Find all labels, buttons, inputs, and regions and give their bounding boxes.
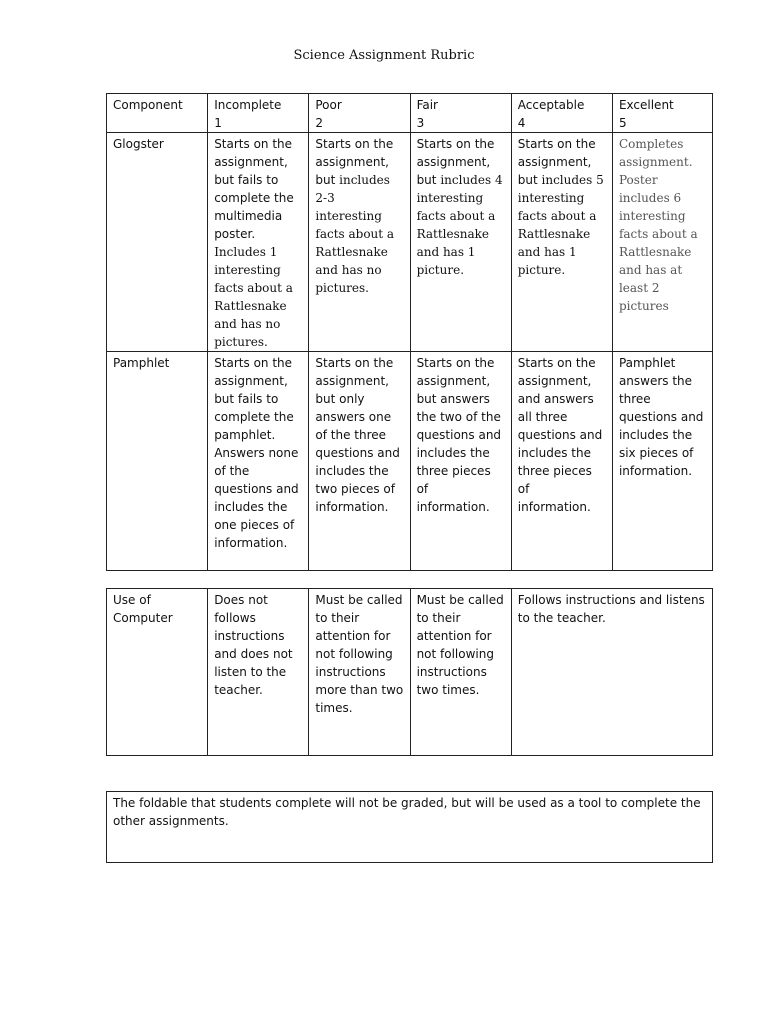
cell-incomplete: Starts on the assignment, but fails to complete the pamphlet. Answers none of the questions and includes the one pieces of information.	[208, 352, 309, 571]
level-name: Incomplete	[214, 98, 282, 112]
cell-poor: Starts on the assignment, but only answers one of the three questions and includes the two pieces of information.	[309, 352, 410, 571]
document-title: Science Assignment Rubric	[293, 48, 475, 63]
cell-lead: Starts on the assignment, but fails to complete the multimedia poster.	[214, 137, 294, 241]
row-label: Pamphlet	[107, 352, 208, 571]
cell-excellent	[612, 133, 712, 352]
row-label: Glogster	[107, 133, 208, 352]
header-row	[107, 94, 713, 133]
cell-acceptable	[511, 133, 612, 352]
header-poor	[309, 94, 410, 133]
cell-fair: Must be called to their attention for not following instructions two times.	[410, 589, 511, 756]
level-name: Acceptable	[517, 98, 585, 112]
foldable-note: The foldable that students complete will not be graded, but will be used as a tool to complete the other assignments.	[106, 791, 713, 863]
header-component: Component	[107, 94, 208, 133]
cell-poor	[309, 133, 410, 352]
level-name: Fair	[416, 98, 438, 112]
header-acceptable	[511, 94, 612, 133]
computer-use-table	[106, 588, 713, 756]
level-name: Excellent	[618, 98, 674, 112]
table-row-computer	[107, 589, 713, 756]
cell-excellent: Pamphlet answers the three questions and includes the six pieces of information.	[612, 352, 712, 571]
cell-lead: Starts on the assignment, but	[315, 137, 394, 187]
cell-acceptable-excellent: Follows instructions and listens to the teacher.	[511, 589, 712, 756]
cell-acceptable: Starts on the assignment, and answers all three questions and includes the three pieces of information.	[511, 352, 612, 571]
header-incomplete	[208, 94, 309, 133]
header-fair	[410, 94, 511, 133]
level-score: 2	[315, 116, 324, 130]
row-label: Use of Computer	[107, 589, 208, 756]
cell-poor: Must be called to their attention for not following instructions more than two times.	[309, 589, 410, 756]
level-score: 1	[214, 116, 222, 130]
header-excellent	[612, 94, 712, 133]
cell-text: Completes assignment. Poster includes 6 interesting facts about a Rattlesnake and has at least 2 pictures	[618, 137, 698, 313]
cell-incomplete: Does not follows instructions and does not listen to the teacher.	[208, 589, 309, 756]
cell-fair	[410, 133, 511, 352]
table-row-pamphlet	[107, 352, 713, 571]
cell-rest: includes 4 interesting facts about a Rattlesnake and has 1 picture.	[416, 173, 503, 277]
table-row-glogster	[107, 133, 713, 352]
cell-rest: includes 5 interesting facts about a Rattlesnake and has 1 picture.	[517, 173, 604, 277]
cell-lead: Starts on the assignment, but	[416, 137, 495, 187]
level-score: 4	[517, 116, 526, 130]
level-score: 5	[618, 116, 627, 130]
cell-incomplete	[208, 133, 309, 352]
rubric-table	[106, 93, 713, 571]
level-name: Poor	[315, 98, 342, 112]
cell-rest: includes 2-3 interesting facts about a Rattlesnake and has no pictures.	[315, 173, 395, 295]
level-score: 3	[416, 116, 425, 130]
cell-fair: Starts on the assignment, but answers the two of the questions and includes the three pieces of information.	[410, 352, 511, 571]
cell-rest: Includes 1 interesting facts about a Rattlesnake and has no pictures.	[214, 245, 293, 349]
cell-lead: Starts on the assignment, but	[517, 137, 596, 187]
